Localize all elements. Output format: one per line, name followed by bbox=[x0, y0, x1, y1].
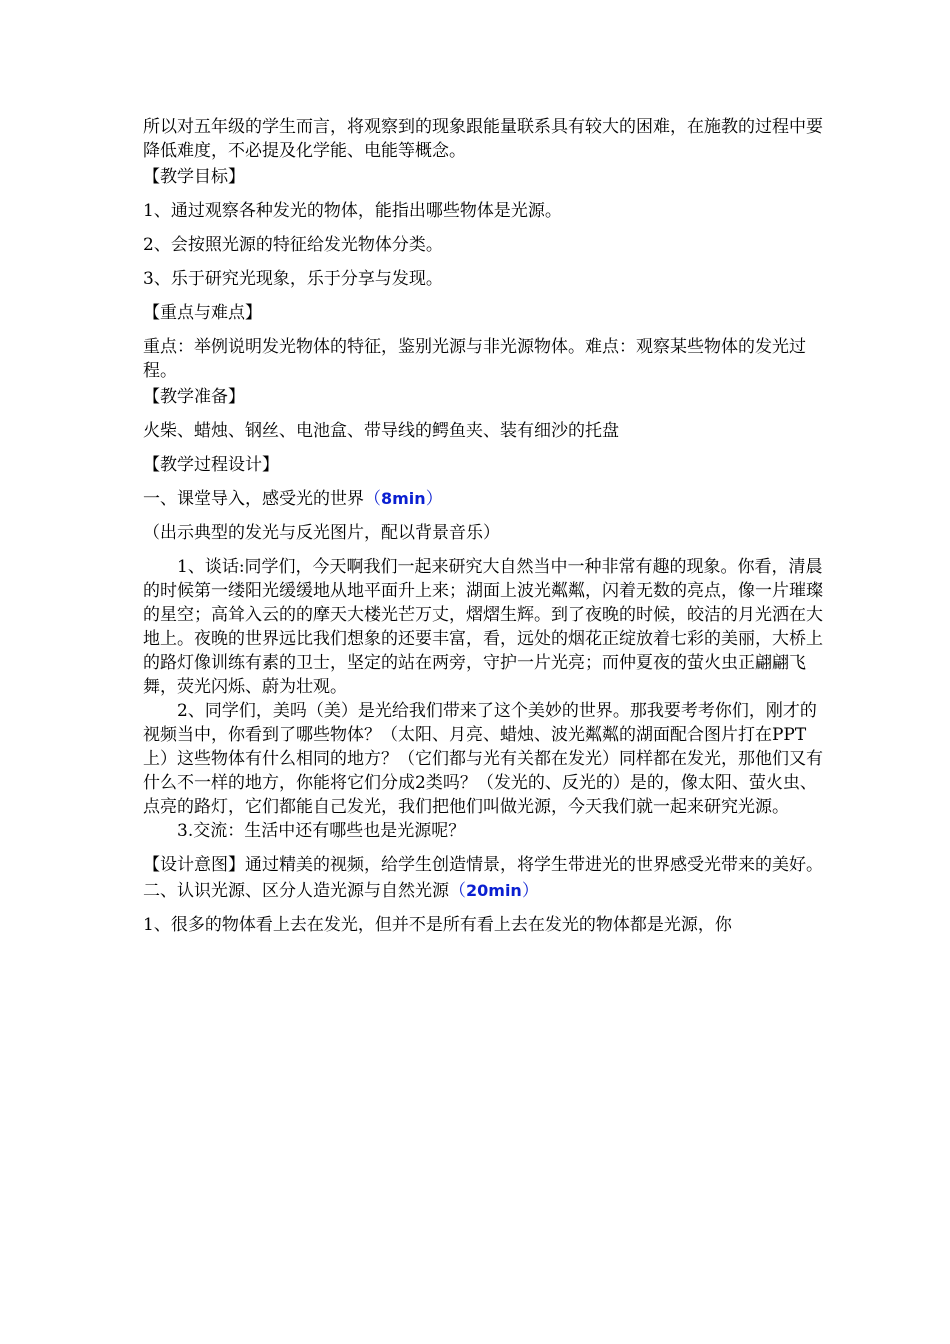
key-points-paragraph: 重点：举例说明发光物体的特征，鉴别光源与非光源物体。难点：观察某些物体的发光过程。 bbox=[143, 337, 806, 381]
prep-paragraph: 火柴、蜡烛、钢丝、电池盒、带导线的鳄鱼夹、装有细沙的托盘 bbox=[143, 421, 619, 441]
section-1-paragraph-2: 2、同学们，美吗（美）是光给我们带来了这个美妙的世界。那我要考考你们，刚才的视频当中，你看到了哪些物体？（太阳、月亮、蜡烛、波光粼粼的湖面配合图片打在PPT上）这些物体有什么相同的地方？（它们都与光有关都在发光）同样都在发光，那他们又有什么不一样的地方，你能将它们分成2类吗？（发光的、反光的）是的，像太阳、萤火虫、点亮的路灯，它们都能自己发光，我们把他们叫做光源，今天我们就一起来研究光源。 bbox=[143, 701, 823, 817]
section-1-design-intent: 【设计意图】通过精美的视频，给学生创造情景，将学生带进光的世界感受光带来的美好。 bbox=[143, 855, 823, 875]
goal-item-2: 2、会按照光源的特征给发光物体分类。 bbox=[143, 235, 443, 255]
section-1-paragraph-1: 1、谈话:同学们，今天啊我们一起来研究大自然当中一种非常有趣的现象。你看，清晨的时候第一缕阳光缓缓地从地平面升上来；湖面上波光粼粼，闪着无数的亮点，像一片璀璨的星空；高耸入云的的摩天大楼光芒万丈，熠熠生辉。到了夜晚的时候，皎洁的月光洒在大地上。夜晚的世界远比我们想象的还要丰富，看，远处的烟花正绽放着七彩的美丽，大桥上的路灯像训练有素的卫士，坚定的站在两旁，守护一片光亮；而仲夏夜的萤火虫正翩翩飞舞，荧光闪烁、蔚为壮观。 bbox=[143, 557, 823, 697]
document-page bbox=[143, 115, 823, 937]
heading-key-points: 【重点与难点】 bbox=[143, 303, 262, 323]
heading-process-design: 【教学过程设计】 bbox=[143, 455, 279, 475]
section-2-paren-close: ） bbox=[521, 881, 539, 901]
section-1-paren-close: ） bbox=[425, 489, 443, 509]
section-2-paren-open: （ bbox=[449, 881, 466, 901]
section-2-title bbox=[143, 879, 823, 903]
section-2-title-text: 二、认识光源、区分人造光源与自然光源 bbox=[143, 881, 449, 901]
heading-teaching-goals: 【教学目标】 bbox=[143, 167, 245, 187]
intro-paragraph: 所以对五年级的学生而言，将观察到的现象跟能量联系具有较大的困难，在施教的过程中要降低难度，不必提及化学能、电能等概念。 bbox=[143, 117, 823, 161]
section-1-paragraph-3: 3.交流：生活中还有哪些也是光源呢？ bbox=[177, 821, 466, 841]
section-1-time: 8min bbox=[381, 489, 426, 508]
section-1-title-text: 一、课堂导入，感受光的世界 bbox=[143, 489, 364, 509]
goal-item-1: 1、通过观察各种发光的物体，能指出哪些物体是光源。 bbox=[143, 201, 562, 221]
heading-teaching-prep: 【教学准备】 bbox=[143, 387, 245, 407]
section-1-note: （出示典型的发光与反光图片，配以背景音乐） bbox=[143, 523, 500, 543]
goal-item-3: 3、乐于研究光现象，乐于分享与发现。 bbox=[143, 269, 443, 289]
section-1-title bbox=[143, 487, 823, 511]
section-1-paren-open: （ bbox=[364, 489, 381, 509]
section-2-time: 20min bbox=[466, 881, 522, 900]
section-2-paragraph-1: 1、很多的物体看上去在发光，但并不是所有看上去在发光的物体都是光源，你 bbox=[143, 915, 732, 935]
